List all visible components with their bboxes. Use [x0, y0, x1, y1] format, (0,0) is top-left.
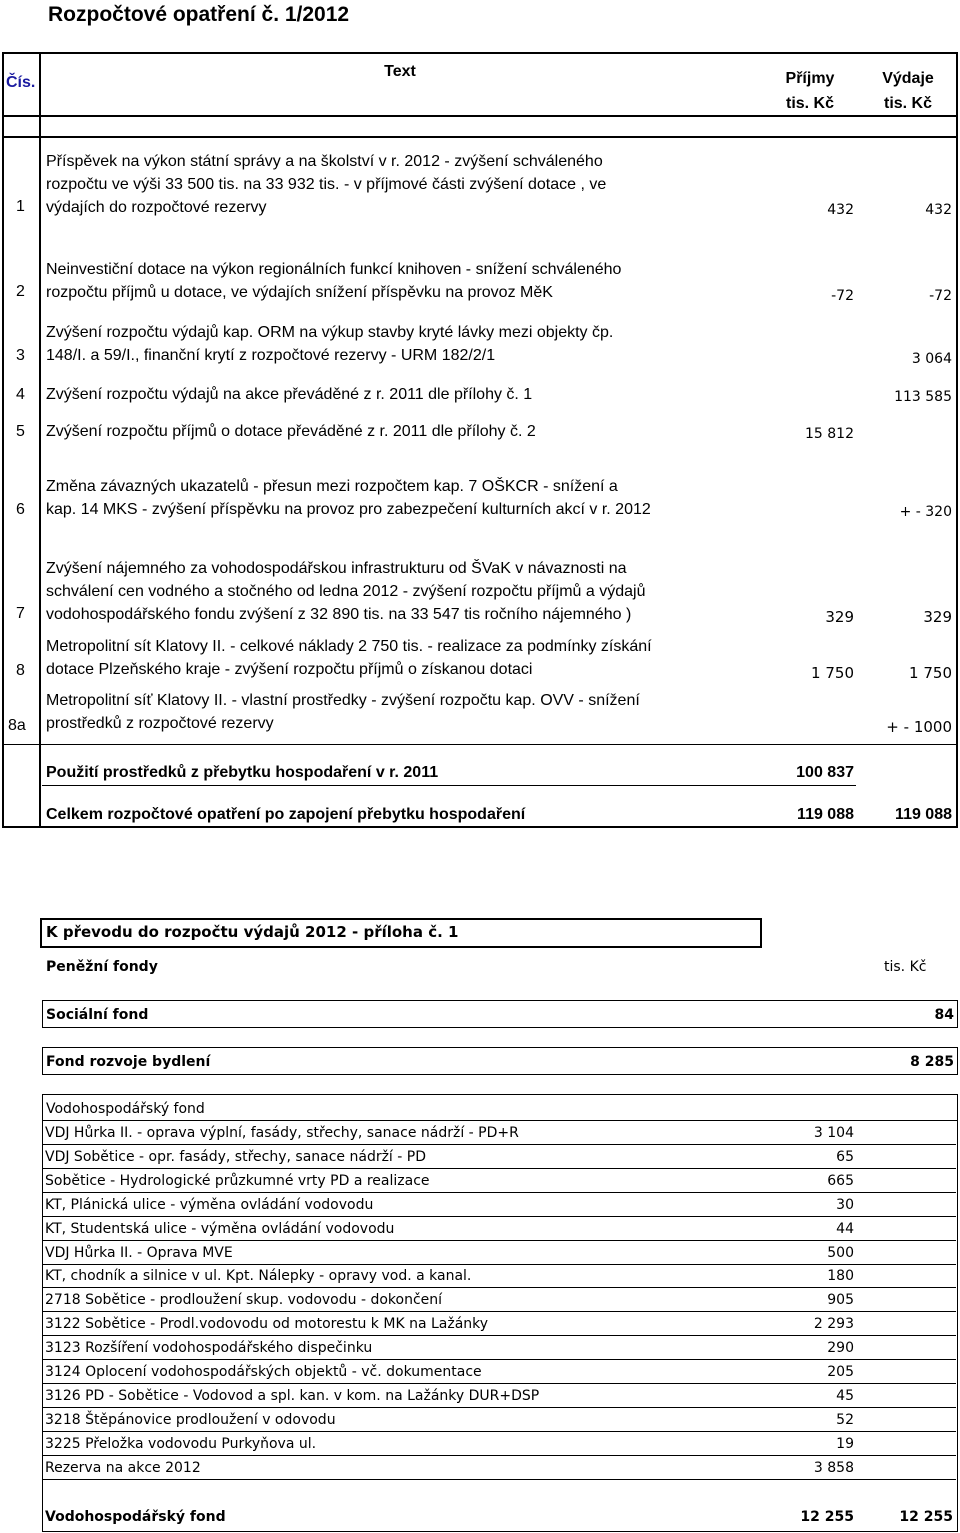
housing-fund-box [42, 1047, 958, 1075]
water-fund-item-value: 19 [836, 1435, 854, 1452]
water-fund-item-label: Sobětice - Hydrologické průzkumné vrty PD a realizace [45, 1172, 430, 1189]
row-6-text-line: Změna závazných ukazatelů - přesun mezi rozpočtem kap. 7 OŠKCR - snížení a [46, 478, 618, 495]
row-1-number: 1 [16, 198, 25, 215]
water-fund-item-value: 52 [836, 1411, 854, 1428]
row-8-income: 1 750 [811, 664, 854, 682]
surplus-label: Použití prostředků z přebytku hospodaření v r. 2011 [46, 764, 439, 781]
header-text: Text [384, 63, 416, 80]
water-fund-item-label: KT, Studentská ulice - výměna ovládání vodovodu [45, 1220, 395, 1237]
water-fund-item-value: 290 [827, 1340, 854, 1357]
water-fund-item-row [42, 1218, 956, 1241]
surplus-underline [42, 785, 856, 786]
water-fund-item-row [42, 1146, 956, 1169]
water-fund-item-row [42, 1409, 956, 1432]
table-right-border [956, 52, 958, 828]
header-income-unit: tis. Kč [785, 95, 834, 112]
water-fund-item-label: 2718 Sobětice - prodloužení skup. vodovodu - dokončení [45, 1292, 443, 1309]
number-column-divider [39, 52, 41, 828]
page-title: Rozpočtové opatření č. 1/2012 [48, 3, 350, 26]
social-fund-box [42, 1000, 958, 1028]
water-fund-item-value: 3 858 [813, 1459, 854, 1476]
water-fund-item-value: 3 104 [813, 1125, 854, 1141]
table-bottom-border [2, 826, 958, 828]
row-7-text-line: vodohospodářského fondu zvýšení z 32 890 tis. na 33 547 tis ročního nájemného ) [46, 606, 632, 623]
water-fund-item-value: 205 [827, 1364, 854, 1380]
annex-unit: tis. Kč [884, 959, 927, 975]
water-fund-item-label: VDJ Hůrka II. - oprava výplní, fasády, střechy, sanace nádrží - PD+R [45, 1125, 519, 1141]
row-8a-text-line: prostředků z rozpočtové rezervy [46, 715, 274, 732]
row-8a-text-line: Metropolitní síť Klatovy II. - vlastní prostředky - zvýšení rozpočtu kap. OVV - snížení [46, 692, 640, 709]
water-fund-item-label: VDJ Hůrka II. - Oprava MVE [45, 1244, 233, 1261]
row-8-expense: 1 750 [909, 664, 952, 682]
annex-subtitle: Peněžní fondy [46, 959, 158, 975]
row-1-text-line: Příspěvek na výkon státní správy a na školství v r. 2012 - zvýšení schváleného [46, 153, 603, 170]
table-left-border [2, 52, 4, 828]
water-fund-item-row [42, 1289, 956, 1312]
water-fund-item-row [42, 1170, 956, 1193]
header-spacer-border [2, 136, 958, 138]
water-fund-item-row [42, 1457, 956, 1480]
water-fund-item-row [42, 1433, 956, 1456]
total-label: Celkem rozpočtové opatření po zapojení přebytku hospodaření [46, 806, 526, 823]
header-expense-unit: tis. Kč [883, 95, 932, 112]
row-1-expense: 432 [925, 202, 952, 218]
water-fund-heading-divider [42, 1120, 958, 1121]
row-5-number: 5 [16, 423, 25, 440]
row-2-expense: -72 [929, 288, 952, 304]
water-fund-item-value: 180 [827, 1268, 854, 1285]
row-6-number: 6 [16, 501, 25, 518]
table-top-border [2, 52, 958, 54]
water-fund-total-value-2: 12 255 [899, 1509, 953, 1525]
water-fund-item-value: 44 [836, 1220, 854, 1237]
water-fund-item-value: 65 [836, 1148, 854, 1165]
row-8-number: 8 [16, 662, 25, 679]
total-expense: 119 088 [895, 806, 952, 823]
row-3-expense: 3 064 [911, 351, 952, 367]
water-fund-item-value: 665 [827, 1172, 854, 1189]
row-2-income: -72 [831, 288, 854, 304]
water-fund-item-row [42, 1122, 956, 1145]
housing-fund-label: Fond rozvoje bydlení [46, 1054, 211, 1070]
row-3-number: 3 [16, 347, 25, 364]
water-fund-item-label: VDJ Sobětice - opr. fasády, střechy, sanace nádrží - PD [45, 1148, 427, 1165]
header-income: Příjmy [785, 70, 835, 87]
row-8a-number: 8a [8, 717, 26, 734]
row-7-expense: 329 [923, 608, 952, 626]
row-6-expense: + - 320 [899, 504, 952, 520]
row-1-text-line: výdajích do rozpočtové rezervy [46, 199, 267, 216]
water-fund-item-row [42, 1385, 956, 1408]
row-5-income: 15 812 [805, 426, 854, 442]
annex-title: K převodu do rozpočtu výdajů 2012 - příloha č. 1 [46, 923, 459, 941]
row-1-text-line: rozpočtu ve výši 33 500 tis. na 33 932 tis. - v příjmové části zvýšení dotace , ve [46, 176, 607, 193]
row-8-text-line: dotace Plzeňského kraje - zvýšení rozpočtu příjmů o získanou dotaci [46, 661, 533, 678]
water-fund-item-label: KT, Plánická ulice - výměna ovládání vodovodu [45, 1196, 374, 1213]
water-fund-item-label: 3218 Štěpánovice prodloužení v odovodu [45, 1411, 336, 1428]
water-fund-item-row [42, 1313, 956, 1336]
summary-separator [2, 744, 958, 745]
row-1-income: 432 [827, 202, 854, 218]
water-fund-item-row [42, 1242, 956, 1265]
water-fund-total-label: Vodohospodářský fond [45, 1509, 226, 1525]
row-2-text-line: Neinvestiční dotace na výkon regionálních funkcí knihoven - snížení schváleného [46, 261, 622, 278]
water-fund-total-value: 12 255 [800, 1509, 854, 1525]
water-fund-item-value: 2 293 [813, 1316, 854, 1333]
row-6-text-line: kap. 14 MKS - zvýšení příspěvku na provoz pro zabezpečení kulturních akcí v r. 2012 [46, 501, 651, 518]
header-number: Čís. [6, 74, 36, 91]
header-bottom-border [2, 115, 958, 117]
row-4-text-line: Zvýšení rozpočtu výdajů na akce převáděné z r. 2011 dle přílohy č. 1 [46, 386, 533, 403]
row-2-number: 2 [16, 283, 25, 300]
row-7-text-line: Zvýšení nájemného za vohodospodářskou infrastrukturu od ŠVaK v návaznosti na [46, 560, 627, 577]
housing-fund-value: 8 285 [910, 1054, 954, 1070]
water-fund-item-row [42, 1194, 956, 1217]
row-7-income: 329 [825, 608, 854, 626]
row-3-text-line: Zvýšení rozpočtu výdajů kap. ORM na výkup stavby kryté lávky mezi objekty čp. [46, 324, 614, 341]
row-8-text-line: Metropolitní sít Klatovy II. - celkové náklady 2 750 tis. - realizace za podmínky získání [46, 638, 652, 655]
water-fund-item-row [42, 1337, 956, 1360]
social-fund-value: 84 [934, 1007, 954, 1023]
water-fund-item-row [42, 1361, 956, 1384]
total-income: 119 088 [797, 806, 854, 823]
water-fund-item-value: 500 [827, 1244, 854, 1261]
annex-title-box [40, 918, 762, 948]
water-fund-item-row [42, 1265, 956, 1288]
surplus-income: 100 837 [796, 764, 854, 781]
water-fund-item-value: 30 [836, 1196, 854, 1213]
header-expense: Výdaje [882, 70, 934, 87]
row-4-expense: 113 585 [894, 389, 952, 405]
row-7-text-line: schválení cen vodného a stočného od ledna 2012 - zvýšení rozpočtu příjmů a výdajů [46, 583, 646, 600]
social-fund-label: Sociální fond [46, 1007, 149, 1023]
water-fund-item-label: 3126 PD - Sobětice - Vodovod a spl. kan. v kom. na Lažánky DUR+DSP [45, 1387, 540, 1404]
row-4-number: 4 [16, 386, 25, 403]
water-fund-item-label: 3124 Oplocení vodohospodářských objektů - vč. dokumentace [45, 1364, 482, 1380]
water-fund-item-value: 45 [836, 1387, 854, 1404]
water-fund-item-label: 3225 Přeložka vodovodu Purkyňova ul. [45, 1435, 317, 1452]
water-fund-total-row [42, 1506, 956, 1528]
water-fund-item-label: Rezerva na akce 2012 [45, 1459, 201, 1476]
row-2-text-line: rozpočtu příjmů u dotace, ve výdajích snížení příspěvku na provoz MěK [46, 284, 553, 301]
water-fund-item-value: 905 [827, 1292, 854, 1309]
row-3-text-line: 148/I. a 59/I., finanční krytí z rozpočtové rezervy - URM 182/2/1 [46, 347, 496, 364]
water-fund-item-label: KT, chodník a silnice v ul. Kpt. Nálepky - opravy vod. a kanal. [45, 1268, 472, 1285]
row-5-text-line: Zvýšení rozpočtu příjmů o dotace převáděné z r. 2011 dle přílohy č. 2 [46, 423, 536, 440]
row-7-number: 7 [16, 605, 25, 622]
water-fund-item-label: 3123 Rozšíření vodohospodářského dispečinku [45, 1340, 373, 1357]
water-fund-heading: Vodohospodářský fond [46, 1101, 205, 1117]
water-fund-item-label: 3122 Sobětice - Prodl.vodovodu od motorestu k MK na Lažánky [45, 1316, 489, 1333]
row-8a-expense: + - 1000 [886, 718, 952, 736]
